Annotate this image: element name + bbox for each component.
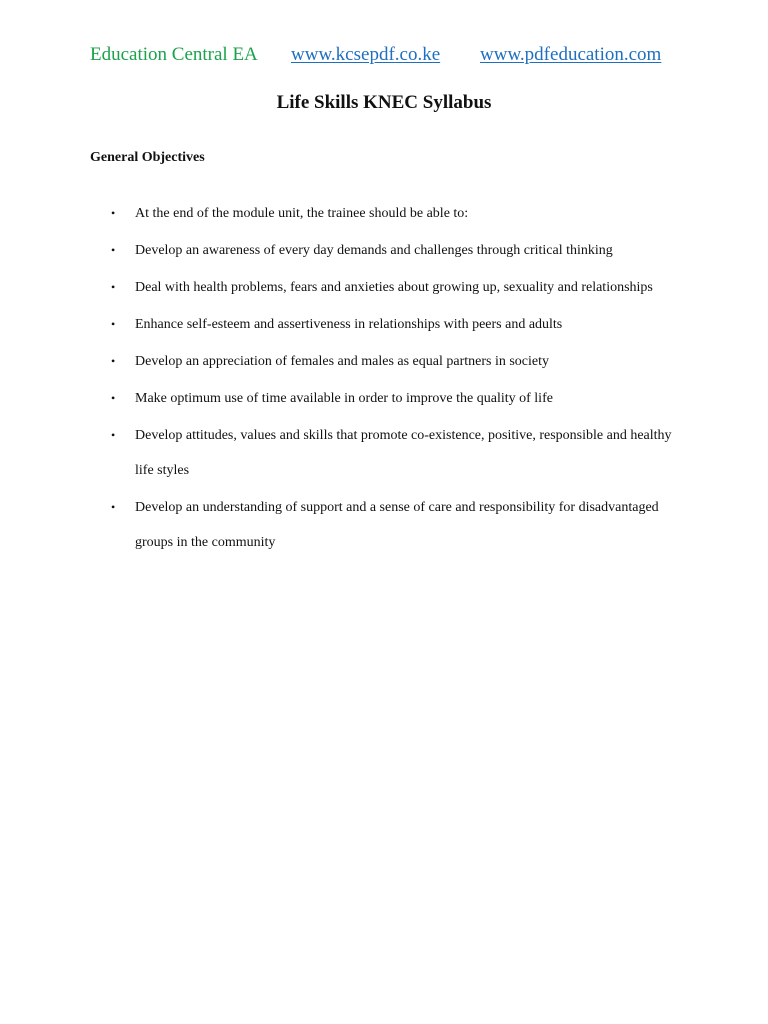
document-title: Life Skills KNEC Syllabus bbox=[276, 92, 492, 113]
objective-text: Develop an understanding of support and a sense of care and responsibility for disadvantaged groups in the community bbox=[135, 500, 659, 550]
objective-item bbox=[0, 490, 768, 560]
objective-text: Develop an awareness of every day demands and challenges through critical thinking bbox=[135, 243, 613, 258]
bullet-icon: • bbox=[111, 391, 116, 405]
bullet-icon: • bbox=[111, 500, 116, 514]
objective-text: At the end of the module unit, the trainee should be able to: bbox=[135, 206, 469, 221]
objective-item bbox=[0, 270, 768, 305]
objective-text: Enhance self-esteem and assertiveness in relationships with peers and adults bbox=[135, 317, 563, 332]
bullet-icon: • bbox=[111, 428, 116, 442]
objectives-list bbox=[0, 196, 768, 562]
objective-item bbox=[0, 381, 768, 416]
objective-text: Develop an appreciation of females and males as equal partners in society bbox=[135, 354, 550, 369]
objective-text: Deal with health problems, fears and anxieties about growing up, sexuality and relationships bbox=[135, 280, 653, 295]
bullet-icon: • bbox=[111, 243, 116, 257]
page-header bbox=[90, 44, 690, 72]
objective-item bbox=[0, 196, 768, 231]
objective-item bbox=[0, 307, 768, 342]
bullet-icon: • bbox=[111, 206, 116, 220]
objective-text: Make optimum use of time available in order to improve the quality of life bbox=[135, 391, 553, 406]
bullet-icon: • bbox=[111, 317, 116, 331]
objective-item bbox=[0, 418, 768, 488]
bullet-icon: • bbox=[111, 354, 116, 368]
objective-text: Develop attitudes, values and skills that promote co-existence, positive, responsible and healthy life styles bbox=[135, 428, 672, 478]
kcsepdf-link[interactable]: www.kcsepdf.co.ke bbox=[291, 44, 441, 65]
section-heading: General Objectives bbox=[90, 150, 205, 165]
bullet-icon: • bbox=[111, 280, 116, 294]
objective-item bbox=[0, 344, 768, 379]
objective-item bbox=[0, 233, 768, 268]
brand-name: Education Central EA bbox=[90, 44, 258, 65]
pdfeducation-link[interactable]: www.pdfeducation.com bbox=[480, 44, 662, 65]
